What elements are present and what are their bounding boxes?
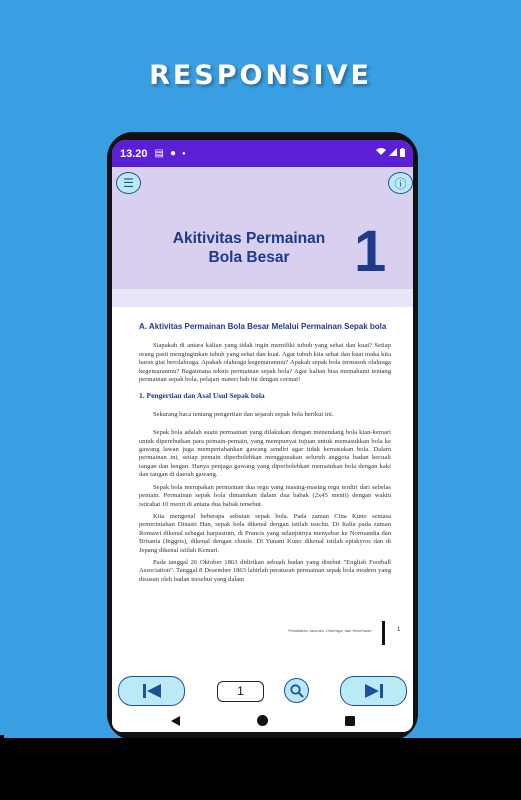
status-time: 13.20 (120, 147, 148, 160)
search-button[interactable] (284, 678, 309, 703)
skip-next-icon (363, 683, 385, 699)
home-icon[interactable] (257, 713, 268, 731)
intro-paragraph: Siapakah di antara kalian yang tidak ingin memiliki tubuh yang sehat dan kuat? Setiap orang pasti menginginkan tubuh yang sehat dan kuat. Agar tubuh kita sehat dan kuat maka kita harus giat berolahraga. Apakah olahraga kegemaranmu? Apakah sepak bola termasuk olahraga kegemaranmu? Bagaimana teknis permainan sepak bola? Agar kalian bisa memahami tentang permainan sepak bola, pelajari materi bab ini dengan cermat! (139, 342, 391, 384)
menu-button[interactable] (116, 172, 141, 194)
info-button[interactable] (388, 172, 413, 194)
chapter-number: 1 (354, 219, 387, 284)
skip-previous-icon (141, 683, 163, 699)
dot-icon: ● (182, 150, 186, 157)
headline: RESPONSIVE (149, 60, 372, 91)
battery-icon (400, 148, 405, 160)
system-nav-bar (112, 712, 413, 732)
body-paragraph: Sepak bola adalah suatu permainan yang dilakukan dengan menendang bola kian-kemari untuk diperebutkan para pemain-pemain, yang mempunyai tujuan untuk memasukkan bola ke gawang lawan juga mempertahankan gawang sendiri agar tidak kemasukan bola. Dalam permainan ini, setiap pemain diperbolehkan menggunakan seluruh anggota badan kecuali tangan dan lengan. Hanya penjaga gawang yang diperbolehkan memainkan bola dengan kaki dan tangan di daerah gawang. (139, 429, 391, 479)
phone-screen (112, 140, 413, 732)
body-paragraph: Sekarang baca tentang pengertian dan sejarah sepak bola berikut ini. (153, 410, 334, 418)
location-icon: ● (169, 148, 177, 159)
page-content (139, 323, 391, 588)
chapter-title-line2: Bola Besar (208, 249, 290, 266)
sub-title: 1. Pengertian dan Asal Usul Sepak bola (139, 391, 265, 401)
hamburger-icon: ☰ (123, 176, 134, 190)
recents-icon[interactable] (345, 713, 355, 731)
header-band (112, 289, 413, 307)
body-paragraph: Sepak bola merupakan permainan dua regu yang masing-masing regu terdiri dari sebelas pemain. Permainan sepak bola dimainkan dalam dua babak (2x45 menit) dengan waktu istirahat 10 menit di antara dua babak tersebut. (139, 483, 391, 508)
section-title: A. Aktivitas Permainan Bola Besar Melalui Permainan Sepak bola (139, 322, 387, 331)
page-marker (382, 621, 385, 645)
chapter-title-line1: Akitivitas Permainan (172, 230, 326, 247)
search-icon (290, 684, 304, 698)
body-paragraph: Kita mengenal beberapa sebutan sepak bola. Pada zaman Cina Kuno semasa pemerintahan Dinasti Han, sepak bola dikenal dengan istilah tsuchu. Di Italia pada zaman Romawi dikenal sebagai harpastum, di Prancis yang selanjutnya menyebar ke Normandia dan Britania (Inggris), dikenal dengan choule. Di Yunani Kuno dikenal istilah episkyros dan di Jepang dikenal istilah Kemari. (139, 512, 391, 554)
book-footer-note: Pendidikan Jasmani, Olahraga, dan Kesehatan (288, 628, 372, 633)
info-icon: ⓘ (394, 176, 407, 191)
status-bar (112, 140, 413, 167)
chapter-title (169, 229, 329, 267)
phone-frame (107, 132, 418, 740)
bottom-band (0, 738, 521, 800)
body-paragraph: Pada tanggal 26 Oktober 1863 didirikan sebuah badan yang disebut "English Football Association". Tanggal 8 Desember 1863 lahirlah peraturan permainan sepak bola modern yang disusun oleh badan tersebut yang dalam (139, 558, 391, 583)
gallery-icon: ▤ (154, 148, 164, 159)
signal-icon (389, 148, 397, 159)
book-page-number: 1 (397, 627, 401, 633)
next-page-button[interactable] (340, 676, 407, 706)
back-icon[interactable] (171, 713, 180, 731)
wifi-icon (376, 148, 386, 159)
page-number-input[interactable]: 1 (217, 681, 264, 702)
previous-page-button[interactable] (118, 676, 185, 706)
